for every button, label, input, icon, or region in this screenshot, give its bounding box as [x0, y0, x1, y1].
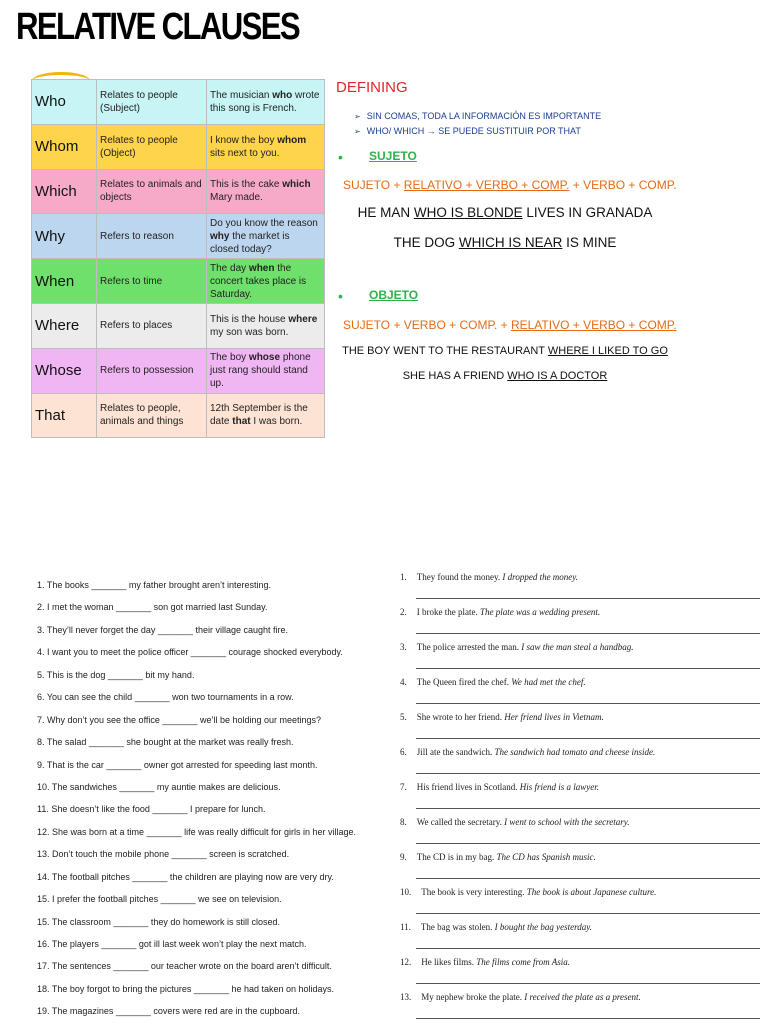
exercise-item: 13. Don’t touch the mobile phone _______ screen is scratched. [37, 849, 290, 860]
table-row [32, 124, 325, 169]
exercise-item [400, 675, 760, 710]
example-cell [207, 259, 325, 304]
rule-cell: Refers to time [97, 259, 207, 304]
rule-cell: Refers to places [97, 303, 207, 348]
answer-line[interactable] [416, 633, 760, 634]
example-text: sits next to you. [210, 147, 280, 159]
rule-cell: Relates to people (Object) [97, 124, 207, 169]
answer-line[interactable] [416, 808, 760, 809]
exercise-text: The Queen fired the chef. [416, 677, 509, 687]
example-cell [207, 80, 325, 125]
exercise-italic-text: We had met the chef. [511, 677, 586, 687]
fill-in-exercise-list [37, 578, 397, 1024]
pronoun-cell: Whose [32, 348, 97, 393]
objeto-example: SHE HAS A FRIEND WHO IS A DOCTOR [402, 370, 608, 382]
exercise-italic-text: The plate was a wedding present. [479, 607, 601, 617]
exercise-item: 17. The sentences _______ our teacher wrote on the board aren’t difficult. [37, 961, 332, 972]
exercise-number: 5. [400, 712, 407, 722]
sujeto-formula: SUJETO + RELATIVO + VERBO + COMP. + VERBO + COMP. [343, 178, 677, 192]
exercise-italic-text: The films come from Asia. [476, 957, 570, 967]
exercise-item: 4. I want you to meet the police officer _______ courage shocked everybody. [37, 647, 343, 658]
exercise-item: 14. The football pitches _______ the children are playing now are very dry. [37, 871, 334, 882]
exercise-number: 10. [400, 887, 412, 897]
table-row [32, 80, 325, 125]
example-keyword: that [232, 416, 251, 428]
exercise-prompt [400, 780, 760, 794]
exercise-number: 4. [400, 677, 407, 687]
rule-cell: Relates to animals and objects [97, 169, 207, 214]
exercise-number: 3. [400, 642, 407, 652]
rule-cell: Relates to people (Subject) [97, 80, 207, 125]
exercise-prompt [400, 815, 760, 829]
rule-cell: Refers to reason [97, 214, 207, 259]
answer-line[interactable] [416, 983, 760, 984]
pronoun-cell: Who [32, 80, 97, 125]
pronoun-cell: When [32, 259, 97, 304]
exercise-number: 9. [400, 852, 407, 862]
example-keyword: why [210, 230, 230, 242]
exercise-number: 11. [400, 922, 411, 932]
example-text: the concert takes place is Saturday. [210, 262, 307, 300]
example-cell [207, 393, 325, 438]
exercise-prompt [400, 745, 760, 759]
sujeto-heading: SUJETO [369, 149, 417, 163]
answer-line[interactable] [416, 1018, 760, 1019]
exercise-prompt [400, 920, 760, 934]
exercise-prompt [400, 605, 760, 619]
note-item: ➢ SIN COMAS, TODA LA INFORMACIÓN ES IMPORTANTE [354, 111, 602, 121]
bullet-dot-icon: • [338, 288, 343, 304]
example-text: wrote this song is French. [210, 89, 320, 114]
table-row [32, 393, 325, 438]
example-cell [207, 124, 325, 169]
exercise-text: Jill ate the sandwich. [416, 747, 493, 757]
table-row [32, 348, 325, 393]
exercise-italic-text: The book is about Japanese culture. [526, 887, 657, 897]
exercise-item [400, 570, 760, 605]
exercise-item [400, 885, 760, 920]
exercise-prompt [400, 710, 760, 724]
exercise-item: 9. That is the car _______ owner got arrested for speeding last month. [37, 759, 318, 770]
exercise-item [400, 850, 760, 885]
exercise-item: 1. The books _______ my father brought aren’t interesting. [37, 580, 271, 590]
exercise-item [400, 780, 760, 815]
exercise-item: 12. She was born at a time _______ life was really difficult for girls in her village. [37, 826, 356, 837]
exercise-italic-text: I saw the man steal a handbag. [521, 642, 634, 652]
exercise-prompt [400, 640, 760, 654]
answer-line[interactable] [416, 878, 760, 879]
exercise-number: 1. [400, 572, 407, 582]
answer-line[interactable] [416, 913, 760, 914]
rule-cell: Refers to possession [97, 348, 207, 393]
rule-cell: Relates to people, animals and things [97, 393, 207, 438]
example-keyword: which [282, 179, 311, 191]
exercise-number: 13. [400, 992, 412, 1002]
defining-notes [354, 109, 601, 139]
table-row [32, 259, 325, 304]
exercise-prompt [400, 955, 760, 969]
exercise-item: 16. The players _______ got ill last week won’t play the next match. [37, 939, 307, 949]
example-text: Mary made. [210, 192, 263, 204]
exercise-item [400, 605, 760, 640]
example-keyword: who [272, 89, 293, 101]
example-text: The boy [210, 352, 249, 364]
example-text: The day [210, 262, 249, 274]
table-row [32, 214, 325, 259]
example-text: my son was born. [210, 326, 289, 338]
exercise-text: He likes films. [421, 957, 474, 967]
answer-line[interactable] [416, 738, 760, 739]
exercise-item: 3. They’ll never forget the day _______ their village caught fire. [37, 624, 288, 635]
exercise-prompt [400, 990, 760, 1004]
exercise-text: She wrote to her friend. [416, 712, 502, 722]
answer-line[interactable] [416, 773, 760, 774]
exercise-italic-text: I received the plate as a present. [524, 992, 641, 1002]
example-keyword: when [248, 262, 275, 274]
exercise-item [400, 955, 760, 990]
objeto-heading: OBJETO [369, 288, 419, 302]
exercise-item: 8. The salad _______ she bought at the market was really fresh. [37, 737, 294, 748]
exercise-item [400, 920, 760, 955]
exercise-item [400, 990, 760, 1024]
example-cell [207, 214, 325, 259]
exercise-item [400, 640, 760, 675]
combine-sentences-exercise-list [400, 570, 760, 1024]
example-text: This is the house [210, 313, 289, 325]
exercise-text: They found the money. [416, 572, 501, 582]
exercise-item: 5. This is the dog _______ bit my hand. [37, 669, 195, 680]
exercise-text: His friend lives in Scotland. [416, 782, 518, 792]
example-cell [207, 169, 325, 214]
note-item: ➢ WHO/ WHICH → SE PUEDE SUSTITUIR POR THAT [354, 126, 581, 136]
pronoun-cell: That [32, 393, 97, 438]
exercise-text: We called the secretary. [416, 817, 502, 827]
example-text: This is the cake [210, 179, 283, 191]
exercise-item: 2. I met the woman _______ son got married last Sunday. [37, 602, 268, 613]
pronoun-cell: Why [32, 214, 97, 259]
example-text: phone just rang should stand up. [210, 352, 311, 390]
bullet-dot-icon: • [338, 149, 343, 165]
exercise-item: 15. The classroom _______ they do homework is still closed. [37, 916, 280, 927]
answer-line[interactable] [416, 703, 760, 704]
example-cell [207, 348, 325, 393]
exercise-item [400, 815, 760, 850]
exercise-prompt [400, 675, 760, 689]
exercise-item: 6. You can see the child _______ won two tournaments in a row. [37, 692, 294, 703]
exercise-italic-text: I dropped the money. [502, 572, 579, 582]
example-text: I was born. [250, 416, 303, 428]
exercise-text: My nephew broke the plate. [421, 992, 522, 1002]
exercise-italic-text: I bought the bag yesterday. [494, 922, 593, 932]
answer-line[interactable] [416, 843, 760, 844]
objeto-example: THE BOY WENT TO THE RESTAURANT WHERE I LIKED TO GO [342, 345, 668, 357]
table-row [32, 303, 325, 348]
exercise-number: 2. [400, 607, 407, 617]
example-text: I know the boy [210, 134, 278, 146]
answer-line[interactable] [416, 598, 760, 599]
exercise-number: 12. [400, 957, 412, 967]
pronoun-cell: Which [32, 169, 97, 214]
exercise-text: I broke the plate. [416, 607, 478, 617]
example-text: 12th September is the date [210, 403, 308, 428]
exercise-text: The police arrested the man. [416, 642, 519, 652]
example-keyword: whose [248, 352, 281, 364]
exercise-item: 18. The boy forgot to bring the pictures _______ he had taken on holidays. [37, 983, 335, 994]
exercise-item: 7. Why don’t you see the office _______ we’ll be holding our meetings? [37, 714, 322, 725]
exercise-item: 10. The sandwiches _______ my auntie makes are delicious. [37, 781, 281, 792]
example-cell [207, 303, 325, 348]
pronoun-cell: Whom [32, 124, 97, 169]
exercise-text: The CD is in my bag. [416, 852, 495, 862]
example-keyword: where [288, 313, 318, 325]
relative-pronoun-table [31, 79, 325, 438]
exercise-item [400, 745, 760, 780]
exercise-italic-text: I went to school with the secretary. [504, 817, 630, 827]
exercise-italic-text: The sandwich had tomato and cheese inside. [494, 747, 656, 757]
exercise-number: 7. [400, 782, 407, 792]
objeto-formula: SUJETO + VERBO + COMP. + RELATIVO + VERBO + COMP. [343, 318, 677, 332]
exercise-item [400, 710, 760, 745]
example-text: The musician [210, 89, 273, 101]
table-row [32, 169, 325, 214]
exercise-italic-text: His friend is a lawyer. [519, 782, 600, 792]
example-keyword: whom [277, 134, 307, 146]
answer-line[interactable] [416, 948, 760, 949]
defining-heading: DEFINING [336, 79, 408, 96]
exercise-prompt [400, 885, 760, 899]
arrow-bullet-icon: ➢ [354, 127, 361, 136]
exercise-italic-text: The CD has Spanish music. [496, 852, 596, 862]
arrow-bullet-icon: ➢ [354, 112, 361, 121]
sujeto-example: HE MAN WHO IS BLONDE LIVES IN GRANADA [357, 205, 653, 220]
exercise-item: 11. She doesn’t like the food _______ I prepare for lunch. [37, 804, 266, 815]
exercise-text: The book is very interesting. [421, 887, 525, 897]
sujeto-example: THE DOG WHICH IS NEAR IS MINE [393, 235, 617, 250]
exercise-number: 8. [400, 817, 407, 827]
exercise-prompt [400, 850, 760, 864]
example-text: the market is closed today? [210, 230, 290, 255]
exercise-item: 19. The magazines _______ covers were red are in the cupboard. [37, 1006, 300, 1017]
exercise-number: 6. [400, 747, 407, 757]
exercise-item: 15. I prefer the football pitches _______ we see on television. [37, 894, 282, 905]
exercise-text: The bag was stolen. [420, 922, 493, 932]
exercise-italic-text: Her friend lives in Vietnam. [504, 712, 604, 722]
answer-line[interactable] [416, 668, 760, 669]
page-title: RELATIVE CLAUSES [16, 6, 300, 48]
exercise-prompt [400, 570, 760, 584]
pronoun-cell: Where [32, 303, 97, 348]
example-text: Do you know the reason [210, 217, 318, 229]
